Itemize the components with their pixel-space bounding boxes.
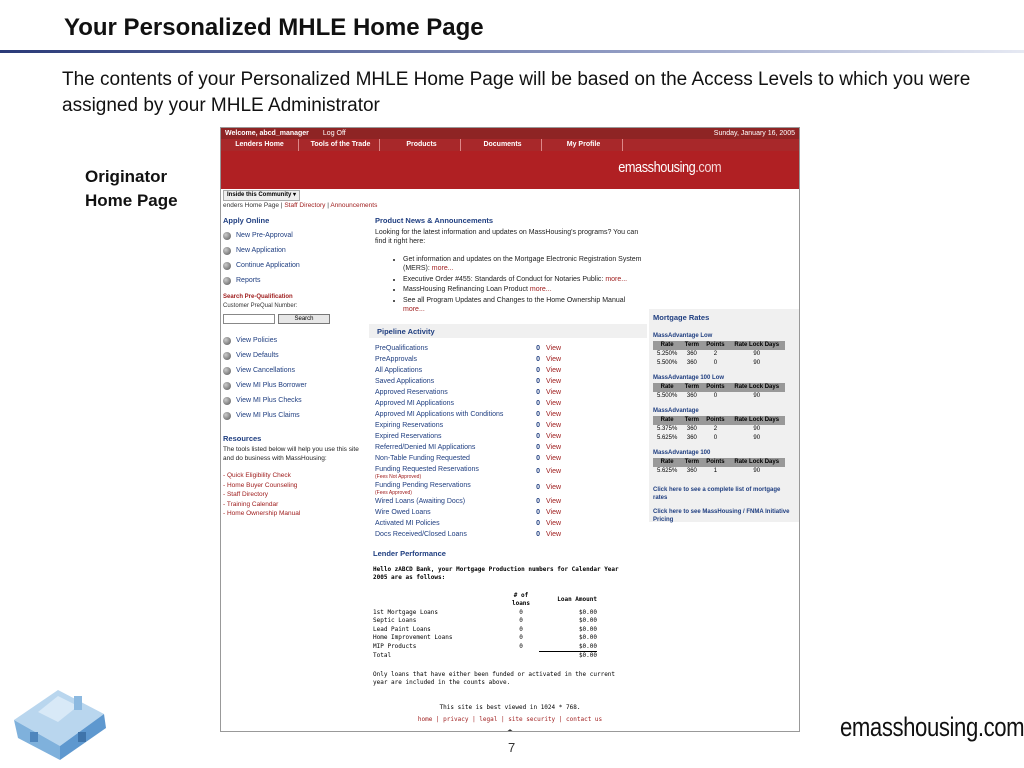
rate-row xyxy=(653,467,785,476)
pipeline-view-link[interactable]: View xyxy=(546,388,562,396)
lender-performance xyxy=(221,549,799,687)
search-prequal-title: Search Pre-Qualification xyxy=(223,294,293,300)
pipeline-label-text: Wired Loans (Awaiting Docs) xyxy=(375,497,466,505)
rate-row xyxy=(653,434,785,443)
rate-product-title: MassAdvantage 100 Low xyxy=(653,375,725,381)
link-label: View Policies xyxy=(236,337,278,344)
bullet-icon xyxy=(223,397,231,405)
footer-link-contact-us[interactable]: contact us xyxy=(566,715,603,723)
link-new-application[interactable] xyxy=(223,246,367,255)
rate-header: Rate Lock Days xyxy=(728,458,785,467)
rate-header: Points xyxy=(702,458,728,467)
pipeline-row xyxy=(375,481,647,497)
performance-cell: Total xyxy=(373,651,392,659)
resource-training-calendar[interactable]: - Training Calendar xyxy=(223,500,279,508)
pipeline-label[interactable] xyxy=(375,497,530,506)
pipeline-view-link[interactable]: View xyxy=(546,366,562,374)
pipeline-label[interactable] xyxy=(375,443,530,452)
rate-cell: 90 xyxy=(753,393,761,399)
pipeline-sublabel: (Fees Approved) xyxy=(375,489,412,496)
rate-cell: 90 xyxy=(753,351,761,357)
resource-quick-eligibility[interactable]: - Quick Eligibility Check xyxy=(223,472,291,479)
left-column xyxy=(221,210,369,541)
news-more-link[interactable]: more... xyxy=(605,275,628,283)
pipeline-row xyxy=(375,399,647,410)
resource-staff-directory[interactable]: - Staff Directory xyxy=(223,491,269,498)
rate-header: Rate xyxy=(653,458,681,467)
rate-header: Term xyxy=(681,383,702,392)
community-dropdown[interactable]: Inside this Community ▾ xyxy=(223,190,300,201)
complete-rates-link[interactable]: Click here to see a complete list of mortgage rates xyxy=(653,487,781,501)
logo-suffix: .com xyxy=(695,159,721,176)
performance-row xyxy=(373,626,597,635)
resource-home-ownership-manual[interactable]: - Home Ownership Manual xyxy=(223,510,301,517)
rate-row xyxy=(653,425,785,434)
pipeline-row xyxy=(375,366,647,377)
rate-cell: 90 xyxy=(753,468,761,474)
rate-cell: 360 xyxy=(686,351,697,357)
pipeline-view-link[interactable]: View xyxy=(546,432,562,440)
rate-cell: 0 xyxy=(713,360,718,366)
news-heading: Product News & Announcements xyxy=(375,216,494,225)
performance-cell: 0 xyxy=(519,608,523,616)
footer-link-privacy[interactable]: privacy xyxy=(443,715,469,723)
pipeline-label-text: Expiring Reservations xyxy=(375,421,444,429)
resources-text: The tools listed below will help you use this site and do business with MassHousing: xyxy=(223,446,359,462)
community-label: Inside this Community xyxy=(227,191,292,198)
link-view-policies[interactable] xyxy=(223,336,367,345)
pipeline-count: 0 xyxy=(536,344,540,352)
pipeline-label[interactable] xyxy=(375,410,530,419)
pipeline-label[interactable] xyxy=(375,344,530,353)
center-column xyxy=(369,210,649,541)
rate-header: Term xyxy=(681,416,702,425)
rate-cell: 90 xyxy=(753,435,761,441)
rate-table xyxy=(653,383,785,401)
pipeline-view-link[interactable]: View xyxy=(546,410,562,418)
bullet-icon xyxy=(223,232,231,240)
pipeline-view-link[interactable]: View xyxy=(546,421,562,429)
perf-header-amount: Loan Amount xyxy=(557,595,597,603)
pipeline-view-link[interactable]: View xyxy=(546,454,562,462)
rate-cell: 360 xyxy=(686,426,697,432)
performance-cell: Lead Paint Loans xyxy=(373,625,431,633)
news-item xyxy=(403,285,647,294)
news-item-text: See all Program Updates and Changes to the Home Ownership Manual xyxy=(403,296,626,304)
link-label: Reports xyxy=(236,277,261,284)
originator-home-screenshot xyxy=(220,127,800,732)
performance-row xyxy=(373,634,597,643)
pipeline-row xyxy=(375,355,647,366)
pipeline-label-text: Approved MI Applications xyxy=(375,399,454,407)
news-item xyxy=(403,296,647,314)
logo-main: emasshousing xyxy=(617,159,696,176)
rate-header: Rate xyxy=(653,416,681,425)
pipeline-label[interactable] xyxy=(375,519,530,528)
rate-cell: 5.250% xyxy=(656,351,678,357)
page-footer xyxy=(221,703,799,733)
content-area xyxy=(221,210,799,541)
link-view-mi-plus-checks[interactable] xyxy=(223,396,367,405)
fnma-pricing-link[interactable]: Click here to see MassHousing / FNMA Initiative Pricing xyxy=(653,509,790,523)
community-bar xyxy=(221,189,799,201)
link-label: View MI Plus Borrower xyxy=(236,382,307,389)
search-button[interactable]: Search xyxy=(278,314,330,324)
rate-product-title: MassAdvantage 100 xyxy=(653,450,711,456)
rate-cell: 0 xyxy=(713,435,718,441)
rate-cell: 5.625% xyxy=(656,435,678,441)
pipeline-row xyxy=(375,432,647,443)
pipeline-row xyxy=(375,410,647,421)
link-new-pre-approval[interactable] xyxy=(223,231,367,240)
pipeline-row xyxy=(375,465,647,481)
performance-cell: Septic Loans xyxy=(373,617,417,624)
pipeline-label[interactable] xyxy=(375,454,530,463)
pipeline-view-link[interactable]: View xyxy=(546,483,562,491)
link-view-mi-plus-borrower[interactable] xyxy=(223,381,367,390)
side-label: Originator Home Page xyxy=(85,167,178,210)
apply-online-heading: Apply Online xyxy=(223,216,270,225)
pipeline-count: 0 xyxy=(536,399,540,407)
pipeline-label-text: Expired Reservations xyxy=(375,432,442,440)
pipeline-count: 0 xyxy=(536,467,540,475)
bullet-icon xyxy=(223,247,231,255)
pipeline-view-link[interactable]: View xyxy=(546,344,562,352)
pipeline-count: 0 xyxy=(536,377,540,385)
breadcrumb-announcements[interactable]: Announcements xyxy=(330,202,378,209)
pipeline-label-text: Funding Requested Reservations xyxy=(375,465,479,473)
link-label: View MI Plus Claims xyxy=(236,412,300,419)
bullet-icon xyxy=(223,382,231,390)
rate-header: Rate xyxy=(653,341,681,350)
mortgage-rates-panel xyxy=(649,309,799,522)
link-label: Continue Application xyxy=(236,262,300,269)
pipeline-label-text: PreQualifications xyxy=(375,344,428,352)
rate-header: Points xyxy=(702,383,728,392)
performance-cell: $0.00 xyxy=(578,625,597,633)
footer-link-legal[interactable]: legal xyxy=(479,715,498,723)
bullet-icon xyxy=(223,262,231,270)
bullet-icon xyxy=(223,277,231,285)
page-number: 7 xyxy=(508,740,516,755)
pipeline-count: 0 xyxy=(536,508,540,516)
header-banner xyxy=(221,151,799,189)
rate-header: Rate Lock Days xyxy=(728,341,785,350)
rate-cell: 2 xyxy=(713,426,718,432)
link-label: View Cancellations xyxy=(236,367,296,374)
pipeline-label[interactable] xyxy=(375,530,530,539)
rate-cell: 2 xyxy=(713,351,718,357)
performance-cell: $0.00 xyxy=(578,608,597,616)
pipeline-label[interactable] xyxy=(375,508,530,517)
pipeline-list xyxy=(375,344,647,541)
pipeline-view-link[interactable]: View xyxy=(546,508,562,516)
rate-cell: 360 xyxy=(686,393,697,399)
performance-row xyxy=(373,643,597,652)
mortgage-rates-heading: Mortgage Rates xyxy=(653,313,710,322)
rate-table xyxy=(653,458,785,476)
rate-header: Rate Lock Days xyxy=(728,416,785,425)
bullet-icon xyxy=(223,352,231,360)
date-text: Sunday, January 16, 2005 xyxy=(713,130,795,137)
rate-row xyxy=(653,392,785,401)
rate-cell: 360 xyxy=(686,435,697,441)
performance-cell: 0 xyxy=(519,617,523,624)
rate-table xyxy=(653,416,785,443)
link-continue-application[interactable] xyxy=(223,261,367,270)
link-view-cancellations[interactable] xyxy=(223,366,367,375)
logoff-link[interactable]: Log Off xyxy=(322,130,346,137)
pipeline-label[interactable] xyxy=(375,399,530,408)
pipeline-row xyxy=(375,454,647,465)
news-list xyxy=(375,255,647,314)
performance-note: Only loans that have either been funded or activated in the current year are included in the counts above. xyxy=(373,670,616,686)
pipeline-row xyxy=(375,421,647,432)
rate-cell: 5.500% xyxy=(656,393,678,399)
pipeline-count: 0 xyxy=(536,410,540,418)
pipeline-label[interactable] xyxy=(375,421,530,430)
pipeline-view-link[interactable]: View xyxy=(546,519,562,527)
link-label: View MI Plus Checks xyxy=(236,397,302,404)
rate-cell: 360 xyxy=(686,468,697,474)
pipeline-count: 0 xyxy=(536,432,540,440)
link-label: New Pre-Approval xyxy=(236,232,293,239)
news-more-link[interactable]: more... xyxy=(403,305,425,313)
pipeline-view-link[interactable]: View xyxy=(546,377,562,385)
pipeline-view-link[interactable]: View xyxy=(546,355,562,363)
rate-cell: 5.375% xyxy=(656,426,678,432)
rate-header: Rate xyxy=(653,383,681,392)
nav-products[interactable]: Products xyxy=(383,139,461,151)
news-intro: Looking for the latest information and updates on MassHousing's programs? You can find it right here: xyxy=(375,229,639,245)
breadcrumb-home[interactable]: enders Home Page xyxy=(223,202,280,209)
news-item xyxy=(403,255,647,273)
footer-link-home[interactable]: home xyxy=(417,715,433,723)
bullet-icon xyxy=(223,367,231,375)
performance-cell: Home Improvement Loans xyxy=(373,634,453,641)
pipeline-label-text: Funding Pending Reservations xyxy=(375,481,471,489)
rate-product-title: MassAdvantage xyxy=(653,408,699,414)
pipeline-sublabel: (Fees Not Approved) xyxy=(375,473,422,480)
performance-cell: $0.00 xyxy=(578,634,597,641)
pipeline-label[interactable] xyxy=(375,355,530,364)
pipeline-row xyxy=(375,388,647,399)
rate-product-title: MassAdvantage Low xyxy=(653,333,713,339)
link-label: View Defaults xyxy=(236,352,279,359)
footer-link-site-security[interactable]: site security xyxy=(508,715,556,723)
pipeline-label[interactable] xyxy=(375,377,530,386)
performance-row xyxy=(373,617,597,626)
pipeline-label[interactable] xyxy=(375,465,530,480)
rate-header: Points xyxy=(702,416,728,425)
perf-header-blank xyxy=(373,592,503,609)
rate-row xyxy=(653,350,785,359)
pipeline-label-text: Wire Owed Loans xyxy=(375,508,431,516)
emasshousing-brand-logo: emasshousing.com xyxy=(840,712,1024,742)
performance-cell: MIP Products xyxy=(373,642,417,650)
emasshousing-logo[interactable] xyxy=(617,159,721,176)
performance-cell: 1st Mortgage Loans xyxy=(373,608,439,616)
pipeline-label[interactable] xyxy=(375,481,530,496)
pipeline-row xyxy=(375,519,647,530)
pipeline-label-text: PreApprovals xyxy=(375,355,418,363)
link-view-defaults[interactable] xyxy=(223,351,367,360)
performance-row xyxy=(373,652,597,661)
pipeline-count: 0 xyxy=(536,497,540,505)
rate-table xyxy=(653,341,785,368)
breadcrumb: enders Home Page | Staff Directory | Announcements xyxy=(223,202,378,209)
pipeline-label-text: Referred/Denied MI Applications xyxy=(375,443,476,451)
nav-documents[interactable]: Documents xyxy=(464,139,542,151)
rate-cell: 90 xyxy=(753,360,761,366)
rate-cell: 90 xyxy=(753,426,761,432)
performance-cell: $0.00 xyxy=(578,617,597,624)
performance-table xyxy=(373,592,597,661)
pipeline-label[interactable] xyxy=(375,388,530,397)
news-item-text: MassHousing Refinancing Loan Product xyxy=(403,286,530,293)
pipeline-label[interactable] xyxy=(375,432,530,441)
slide-intro-text: The contents of your Personalized MHLE Home Page will be based on the Access Levels to which you were assigned by your MHLE Administrator xyxy=(62,69,971,116)
performance-row xyxy=(373,609,597,618)
pipeline-label-text: Approved Reservations xyxy=(375,388,448,396)
performance-cell: $0.00 xyxy=(539,643,597,652)
performance-cell: 0 xyxy=(519,625,523,633)
main-nav xyxy=(221,139,799,151)
pipeline-row xyxy=(375,344,647,355)
perf-header-count: # of loans xyxy=(511,591,531,607)
pipeline-label-text: Activated MI Policies xyxy=(375,519,440,527)
pipeline-count: 0 xyxy=(536,454,540,462)
nav-my-profile[interactable]: My Profile xyxy=(545,139,623,151)
bullet-icon xyxy=(223,337,231,345)
pipeline-row xyxy=(375,443,647,454)
pipeline-label-text: Docs Received/Closed Loans xyxy=(375,530,467,538)
nav-lenders-home[interactable]: Lenders Home xyxy=(221,139,299,151)
pipeline-label-text: Non-Table Funding Requested xyxy=(375,454,470,462)
performance-intro: Hello zABCD Bank, your Mortgage Production numbers for Calendar Year 2005 are as follows: xyxy=(373,565,619,581)
pipeline-count: 0 xyxy=(536,366,540,374)
rate-cell: 5.625% xyxy=(656,468,678,474)
rate-cell: 1 xyxy=(713,468,718,474)
pipeline-label-text: Saved Applications xyxy=(375,377,435,385)
pipeline-label[interactable] xyxy=(375,366,530,375)
news-more-link[interactable]: more... xyxy=(431,265,454,272)
rate-cell: 0 xyxy=(713,393,718,399)
bullet-icon xyxy=(223,412,231,420)
pipeline-heading: Pipeline Activity xyxy=(369,324,647,338)
rate-header: Term xyxy=(681,341,702,350)
pipeline-count: 0 xyxy=(536,443,540,451)
rate-products xyxy=(653,332,793,476)
link-label: New Application xyxy=(236,247,286,254)
footer-links: home | privacy | legal | site security | contact us xyxy=(417,715,603,723)
pipeline-count: 0 xyxy=(536,355,540,363)
pipeline-row xyxy=(375,377,647,388)
pipeline-view-link[interactable]: View xyxy=(546,530,562,538)
news-item xyxy=(403,275,647,284)
pipeline-count: 0 xyxy=(536,530,540,538)
top-bar xyxy=(221,128,799,139)
rate-cell: 360 xyxy=(686,360,697,366)
pipeline-view-link[interactable]: View xyxy=(546,399,562,407)
equal-housing-icon xyxy=(501,729,519,733)
news-item-text: Get information and updates on the Mortgage Electronic Registration System (MERS): xyxy=(403,256,642,272)
nav-tools-of-the-trade[interactable]: Tools of the Trade xyxy=(302,139,380,151)
best-viewed-text: This site is best viewed in 1024 * 768. xyxy=(439,703,581,711)
link-view-mi-plus-claims[interactable] xyxy=(223,411,367,420)
pipeline-label-text: All Applications xyxy=(375,366,423,374)
slide-title: Your Personalized MHLE Home Page xyxy=(64,14,484,41)
pipeline-row xyxy=(375,497,647,508)
performance-cell: 0 xyxy=(519,634,523,641)
pipeline-row xyxy=(375,508,647,519)
prequal-number-input[interactable] xyxy=(223,314,275,324)
search-prequal-label: Customer PreQual Number: xyxy=(223,303,298,309)
rate-row xyxy=(653,359,785,368)
breadcrumb-staff-directory[interactable]: Staff Directory xyxy=(284,202,326,209)
pipeline-view-link[interactable]: View xyxy=(546,497,562,505)
pipeline-view-link[interactable]: View xyxy=(546,467,562,475)
news-more-link[interactable]: more... xyxy=(529,286,552,293)
rate-header: Term xyxy=(681,458,702,467)
pipeline-count: 0 xyxy=(536,388,540,396)
resource-home-buyer-counseling[interactable]: - Home Buyer Counseling xyxy=(223,481,298,489)
rate-cell: 5.500% xyxy=(656,360,678,366)
right-column xyxy=(649,210,799,541)
resources-heading: Resources xyxy=(223,434,262,443)
pipeline-count: 0 xyxy=(536,519,540,527)
link-reports[interactable] xyxy=(223,276,367,285)
pipeline-row xyxy=(375,530,647,541)
performance-cell: $0.00 xyxy=(578,652,597,659)
title-divider xyxy=(0,50,1024,53)
pipeline-label-text: Approved MI Applications with Conditions xyxy=(375,410,504,418)
performance-cell: 0 xyxy=(519,642,523,650)
pipeline-count: 0 xyxy=(536,421,540,429)
equal-housing-lender xyxy=(480,729,540,733)
pipeline-count: 0 xyxy=(536,483,540,491)
news-item-text: Executive Order #455: Standards of Conduct for Notaries Public: xyxy=(403,275,606,283)
pipeline-view-link[interactable]: View xyxy=(546,443,562,451)
house-illustration-icon xyxy=(8,676,118,762)
performance-cell xyxy=(503,652,539,661)
rate-header: Rate Lock Days xyxy=(728,383,785,392)
lender-performance-heading: Lender Performance xyxy=(373,548,446,558)
rate-header: Points xyxy=(702,341,728,350)
welcome-text: Welcome, abcd_manager xyxy=(225,130,309,137)
